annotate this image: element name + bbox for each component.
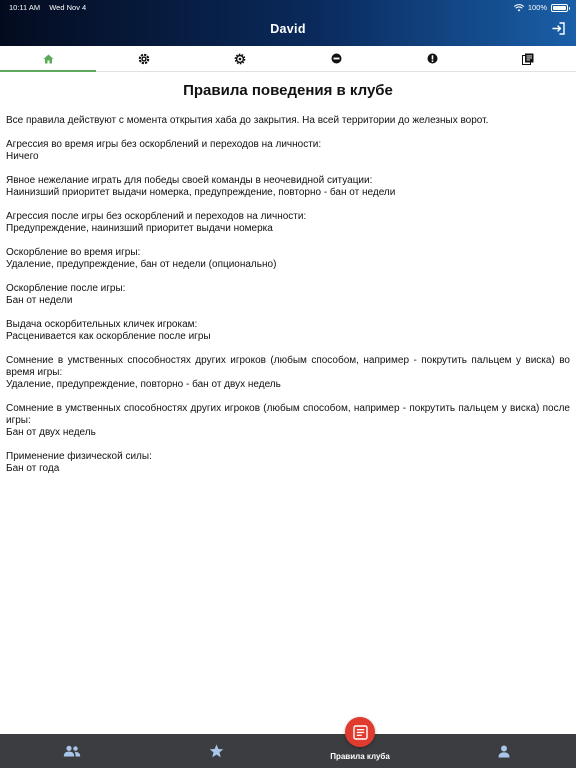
gear-icon [234, 53, 246, 65]
tab-library[interactable] [480, 46, 576, 71]
rule-penalty: Удаление, предупреждение, бан от недели (опционально) [6, 259, 277, 270]
club-rules-fab[interactable] [345, 717, 375, 747]
rules-intro: Все правила действуют с момента открытия хаба до закрытия. На всей территории до железных ворот. [6, 115, 489, 126]
rule-penalty: Ничего [6, 151, 39, 162]
rule-penalty: Бан от двух недель [6, 427, 96, 438]
rule-penalty: Расценивается как оскорбление после игры [6, 331, 211, 342]
nav-item-favorites[interactable] [144, 734, 288, 768]
rule-offense: Оскорбление после игры: [6, 283, 126, 294]
battery-percent: 100% [527, 3, 547, 12]
battery-icon [551, 4, 568, 12]
tab-warnings[interactable] [384, 46, 480, 71]
status-bar [0, 0, 576, 14]
group-icon [63, 745, 81, 757]
nav-label-club-rules: Правила клуба [330, 752, 390, 761]
rule-item [6, 211, 570, 235]
rule-penalty: Удаление, предупреждение, повторно - бан от двух недель [6, 379, 281, 390]
rules-icon [353, 725, 368, 740]
status-time: 10:11 AM [9, 3, 41, 12]
bottom-nav [0, 734, 576, 768]
rule-offense: Сомнение в умственных способностях других игроков (любым способом, например - покрутить пальцем у виска) во время игры: [6, 355, 570, 378]
rule-offense: Применение физической силы: [6, 451, 152, 462]
rule-offense: Агрессия после игры без оскорблений и переходов на личности: [6, 211, 307, 222]
rule-item [6, 403, 570, 439]
home-icon [43, 54, 54, 64]
rule-item [6, 247, 570, 271]
status-right [514, 3, 568, 12]
rule-item [6, 451, 570, 475]
tab-settings[interactable] [96, 46, 192, 71]
header-title: David [270, 22, 306, 36]
nav-item-groups[interactable] [0, 734, 144, 768]
rule-penalty: Наинизший приоритет выдачи номерка, предупреждение, повторно - бан от недели [6, 187, 396, 198]
library-icon [522, 53, 534, 65]
rule-penalty: Предупреждение, наинизший приоритет выдачи номерка [6, 223, 273, 234]
tab-gear[interactable] [192, 46, 288, 71]
rule-item [6, 283, 570, 307]
rule-offense: Оскорбление во время игры: [6, 247, 141, 258]
rule-item [6, 175, 570, 199]
app-header [0, 0, 576, 46]
rule-penalty: Бан от года [6, 463, 60, 474]
rule-item [6, 319, 570, 343]
rule-item [6, 139, 570, 163]
rule-penalty: Бан от недели [6, 295, 73, 306]
logout-button[interactable] [550, 20, 566, 36]
status-left [9, 3, 93, 12]
minus-circle-icon [331, 53, 342, 64]
nav-item-club-rules[interactable] [288, 734, 432, 768]
wifi-icon [514, 4, 524, 12]
page-title: Правила поведения в клубе [183, 82, 393, 99]
star-icon [209, 744, 224, 758]
alert-circle-icon [427, 53, 438, 64]
settings-icon [138, 53, 150, 65]
status-date: Wed Nov 4 [49, 3, 87, 12]
tab-home[interactable] [0, 46, 96, 71]
tab-restrictions[interactable] [288, 46, 384, 71]
logout-icon [552, 22, 565, 35]
top-tab-bar [0, 46, 576, 72]
person-icon [498, 745, 510, 758]
rule-item [6, 355, 570, 391]
rule-offense: Явное нежелание играть для победы своей команды в неочевидной ситуации: [6, 175, 373, 186]
rule-offense: Сомнение в умственных способностях других игроков (любым способом, например - покрутить пальцем у виска) после игры: [6, 403, 570, 426]
rules-content [0, 72, 576, 734]
rule-offense: Выдача оскорбительных кличек игрокам: [6, 319, 198, 330]
nav-item-profile[interactable] [432, 734, 576, 768]
rule-offense: Агрессия во время игры без оскорблений и переходов на личности: [6, 139, 322, 150]
